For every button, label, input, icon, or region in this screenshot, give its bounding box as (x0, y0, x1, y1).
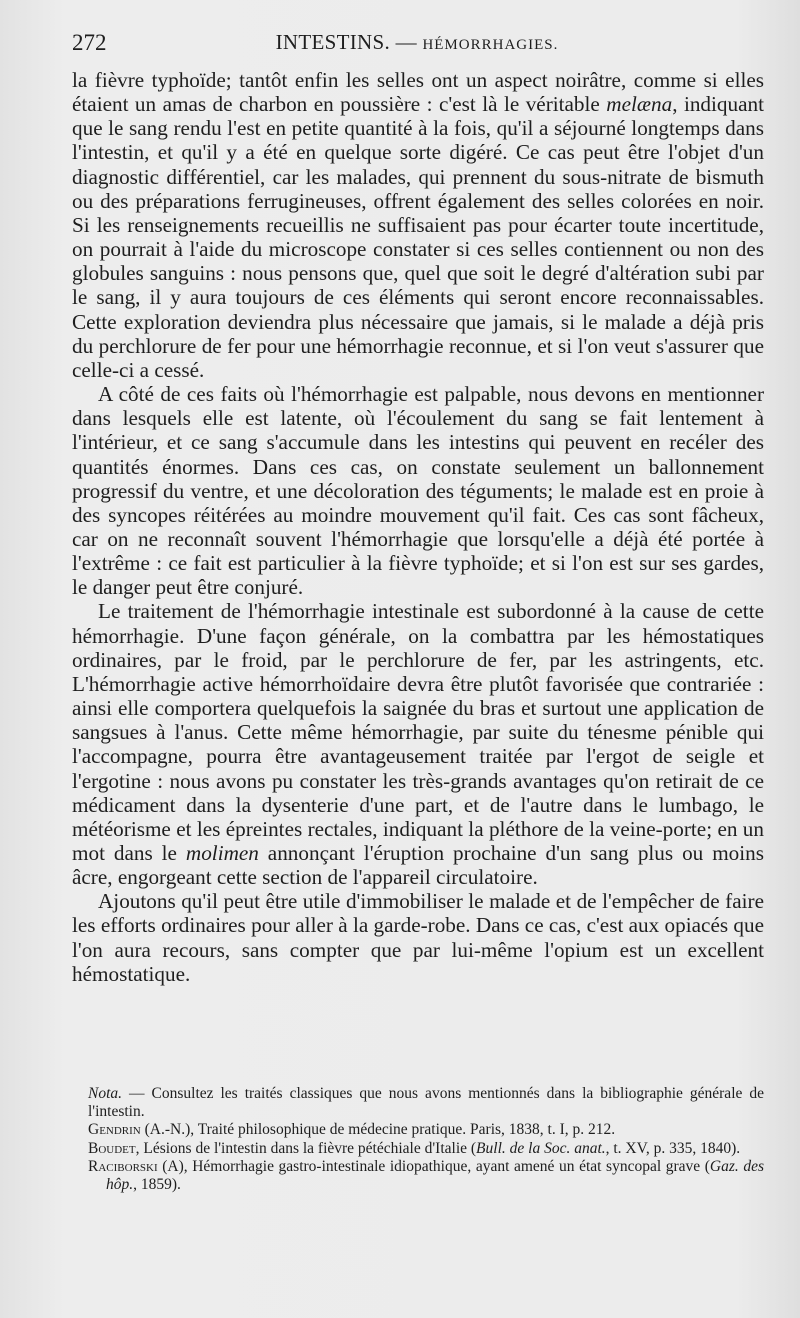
nota-label: Nota. (88, 1085, 123, 1102)
paragraph-3-part-a: Le traitement de l'hémorrhagie intestinale est subordonné à la cause de cette hémorrhagie. D'une façon générale, on la combattra par les hémostatiques ordinaires, par le froid, par le perchlorure de fer, par les astringents, etc. L'hémorrhagie active hémorrhoïdaire devra être plutôt favorisée que contrariée : ainsi elle comportera quelquefois la saignée du bras et surtout une application de sangsues à l'anus. Cette même hémorrhagie, par suite du ténesme pénible qui l'accompagne, pourra être avantageusement traitée par l'ergot de seigle et l'ergotine : nous avons pu constater les très-grands avantages qu'on retirait de ce médicament dans la dysenterie d'une part, et de l'autre dans le lumbago, le météorisme et les épreintes rectales, indiquant la pléthore de la veine-porte; en un mot dans le (72, 599, 764, 865)
reference-journal: Bull. de la Soc. anat. (476, 1139, 606, 1157)
reference-author: Gendrin (88, 1121, 141, 1139)
running-title-main: INTESTINS. (275, 30, 391, 54)
paragraph-1-part-b: , indiquant que le sang rendu l'est en petite quantité à la fois, qu'il a séjourné longtemps dans l'intestin, et qu'il y a été en quelque sorte digéré. Ce cas peut être l'objet d'un diagnostic différentiel, car les malades, qui prennent du sous-nitrate de bismuth ou des préparations ferrugineuses, offrent également des selles colorées en noir. Si les renseignements recueillis ne suffisaient pas pour écarter toute incertitude, on pourrait à l'aide du microscope constater si ces selles contiennent ou non des globules sanguins : nous pensons que, quel que soit le degré d'altération subi par le sang, il y aura toujours de ces éléments qui seront encore reconnaissables. Cette exploration deviendra plus nécessaire que jamais, si le malade a déjà pris du perchlorure de fer pour une hémorrhagie reconnue, et si l'on veut s'assurer que celle-ci a cessé. (72, 92, 764, 382)
reference-tail: , t. XV, p. 335, 1840). (605, 1139, 741, 1157)
body-text (72, 68, 764, 986)
reference-text: (A), Hémorrhagie gastro-intestinale idiopathique, ayant amené un état syncopal grave ( (157, 1157, 710, 1175)
footnotes (88, 1085, 764, 1194)
paragraph-2: A côté de ces faits où l'hémorrhagie est palpable, nous devons en mentionner dans lesquels elle est latente, où l'écoulement du sang se fait lentement à l'intérieur, et ce sang s'accumule dans les intestins qui peuvent en recéler des quantités énormes. Dans ces cas, on constate seulement un ballonnement progressif du ventre, et une décoloration des téguments; le malade est en proie à des syncopes réitérées au moindre mouvement qu'il fait. Ces cas sont fâcheux, car on ne reconnaît souvent l'hémorrhagie que lorsqu'elle a déjà été portée à l'extrême : ce fait est particulier à la fièvre typhoïde; et si l'on est sur ses gardes, le danger peut être conjuré. (72, 382, 764, 600)
paragraph-3 (72, 599, 764, 889)
running-title (72, 30, 762, 55)
term-molimen: molimen (185, 841, 259, 865)
paragraph-3-part-b: annonçant l'éruption prochaine d'un sang plus ou moins âcre, engorgeant cette section de l'appareil circulatoire. (72, 841, 765, 890)
running-title-sub: HÉMORRHAGIES. (422, 37, 559, 53)
paragraph-1 (72, 68, 764, 382)
reference-boudet (88, 1140, 764, 1158)
paragraph-4: Ajoutons qu'il peut être utile d'immobiliser le malade et de l'empêcher de faire les efforts ordinaires pour aller à la garde-robe. Dans ce cas, c'est aux opiacés que l'on aura recours, sans compter que par lui-même l'opium est un excellent hémostatique. (72, 889, 764, 986)
reference-journal: Gaz. des hôp. (106, 1157, 765, 1194)
page-number: 272 (72, 30, 107, 55)
paragraph-1-part-a: la fièvre typhoïde; tantôt enfin les selles ont un aspect noirâtre, comme si elles étaient un amas de charbon en poussière : c'est là le véritable (72, 68, 764, 117)
reference-text: , Lésions de l'intestin dans la fièvre pétéchiale d'Italie ( (135, 1139, 477, 1157)
reference-text: (A.-N.), Traité philosophique de médecine pratique. Paris, 1838, t. I, p. 212. (140, 1121, 616, 1139)
nota-note (88, 1085, 764, 1121)
reference-gendrin (88, 1121, 764, 1139)
term-melaena: melæna (606, 92, 673, 117)
running-title-dash: — (390, 30, 423, 54)
reference-author: Raciborski (88, 1157, 158, 1175)
nota-text: — Consultez les traités classiques que nous avons mentionnés dans la bibliographie générale de l'intestin. (88, 1085, 764, 1121)
page-header (72, 30, 762, 64)
reference-author: Boudet (88, 1139, 136, 1157)
reference-tail: , 1859). (133, 1176, 181, 1194)
reference-raciborski (88, 1158, 764, 1194)
